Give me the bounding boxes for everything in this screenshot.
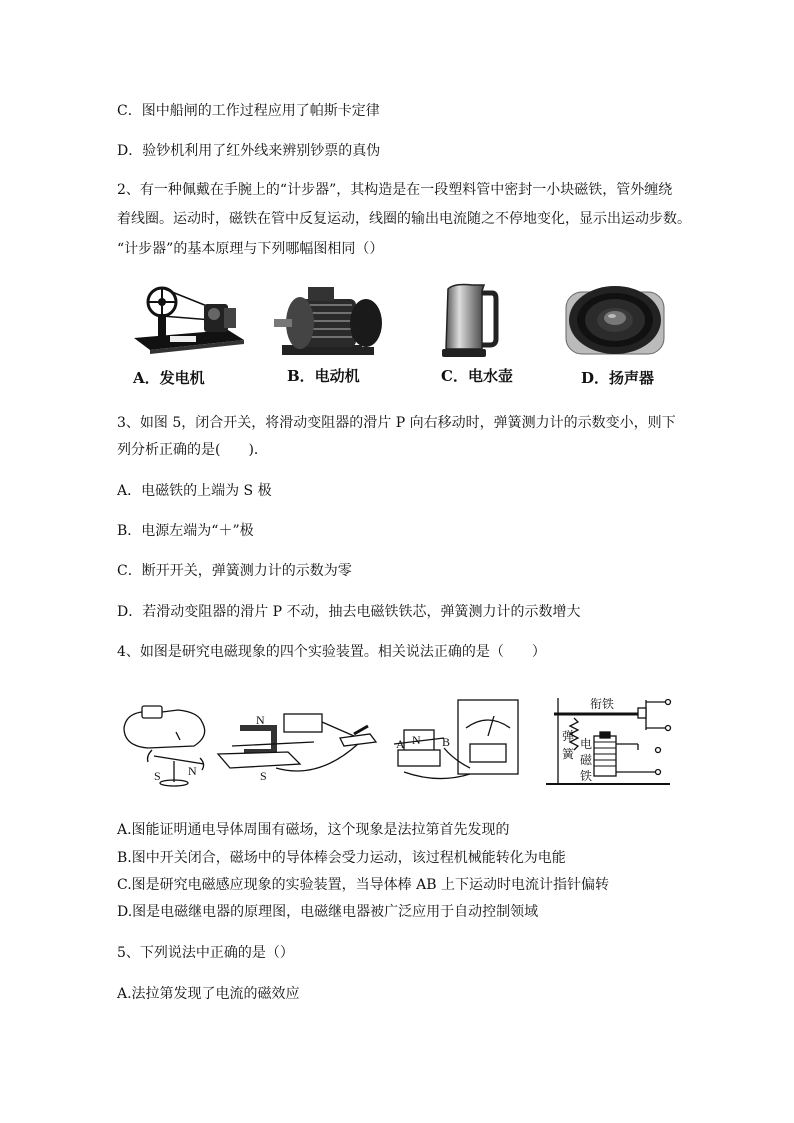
- q5-stem: 5、下列说法中正确的是（）: [117, 945, 294, 961]
- q4-option-a: A.图能证明通电导体周围有磁场，这个现象是法拉第首先发现的: [117, 822, 510, 838]
- caption-generator: A．发电机: [133, 369, 205, 387]
- q3-option-c: C．断开开关，弹簧测力计的示数为零: [117, 563, 352, 579]
- relay-label-armature: 衔铁: [590, 697, 615, 711]
- q3-stem-line1: 3、如图 5，闭合开关，将滑动变阻器的滑片 P 向右移动时，弹簧测力计的示数变小，则下: [117, 415, 676, 431]
- caption-electric-motor: B．电动机: [287, 367, 360, 385]
- caption-loudspeaker: D．扬声器: [581, 369, 655, 387]
- q2-stem-line1: 2、有一种佩戴在手腕上的“计步器”，其构造是在一段塑料管中密封一小块磁铁，管外缠绕: [117, 182, 673, 198]
- q3-stem-line2: 列分析正确的是( )．: [117, 442, 268, 458]
- q4-option-d: D.图是电磁继电器的原理图，电磁继电器被广泛应用于自动控制领域: [117, 904, 539, 920]
- electric-motor-image: [272, 283, 384, 361]
- q4-option-b: B.图中开关闭合，磁场中的导体棒会受力运动，该过程机械能转化为电能: [117, 850, 566, 866]
- caption-electric-kettle: C．电水壶: [441, 367, 513, 385]
- q4-option-c: C.图是研究电磁感应现象的实验装置，当导体棒 AB 上下运动时电流计指针偏转: [117, 877, 609, 893]
- fig2-label-n: N: [256, 713, 265, 727]
- q2-stem-line3: “计步器”的基本原理与下列哪幅图相同（）: [117, 241, 384, 257]
- motor-principle-experiment: [218, 714, 376, 771]
- q5-option-a: A.法拉第发现了电流的磁效应: [117, 986, 300, 1002]
- q3-option-a: A．电磁铁的上端为 S 极: [117, 483, 272, 499]
- fig1-label-n: N: [188, 764, 197, 778]
- q4-stem: 4、如图是研究电磁现象的四个实验装置。相关说法正确的是（ ）: [117, 644, 546, 660]
- fig3-label-b: B: [442, 735, 451, 749]
- loudspeaker-image: [560, 278, 670, 362]
- fig2-label-s: S: [260, 769, 267, 783]
- relay-label-spring-2: 簧: [562, 747, 575, 761]
- relay-label-magnet-3: 铁: [580, 769, 593, 783]
- q1-option-c: C．图中船闸的工作过程应用了帕斯卡定律: [117, 103, 380, 119]
- q2-stem-line2: 着线圈。运动时，磁铁在管中反复运动，线圈的输出电流随之不停地变化，显示出运动步数。: [117, 211, 691, 227]
- fig1-label-s: S: [154, 769, 161, 783]
- electromagnetism-experiments-figure: [118, 688, 676, 790]
- relay-label-magnet-1: 电: [580, 737, 593, 751]
- fig3-label-n: N: [412, 733, 421, 747]
- fig3-label-a: A: [396, 737, 405, 751]
- q3-option-d: D．若滑动变阻器的滑片 P 不动，抽去电磁铁铁芯，弹簧测力计的示数增大: [117, 604, 581, 620]
- q1-option-d: D．验钞机利用了红外线来辨别钞票的真伪: [117, 143, 381, 159]
- relay-label-magnet-2: 磁: [580, 753, 593, 767]
- q3-option-b: B．电源左端为“＋”极: [117, 523, 254, 539]
- electric-kettle-image: [438, 281, 500, 361]
- relay-label-spring-1: 弹: [562, 729, 575, 743]
- generator-image: [128, 278, 246, 360]
